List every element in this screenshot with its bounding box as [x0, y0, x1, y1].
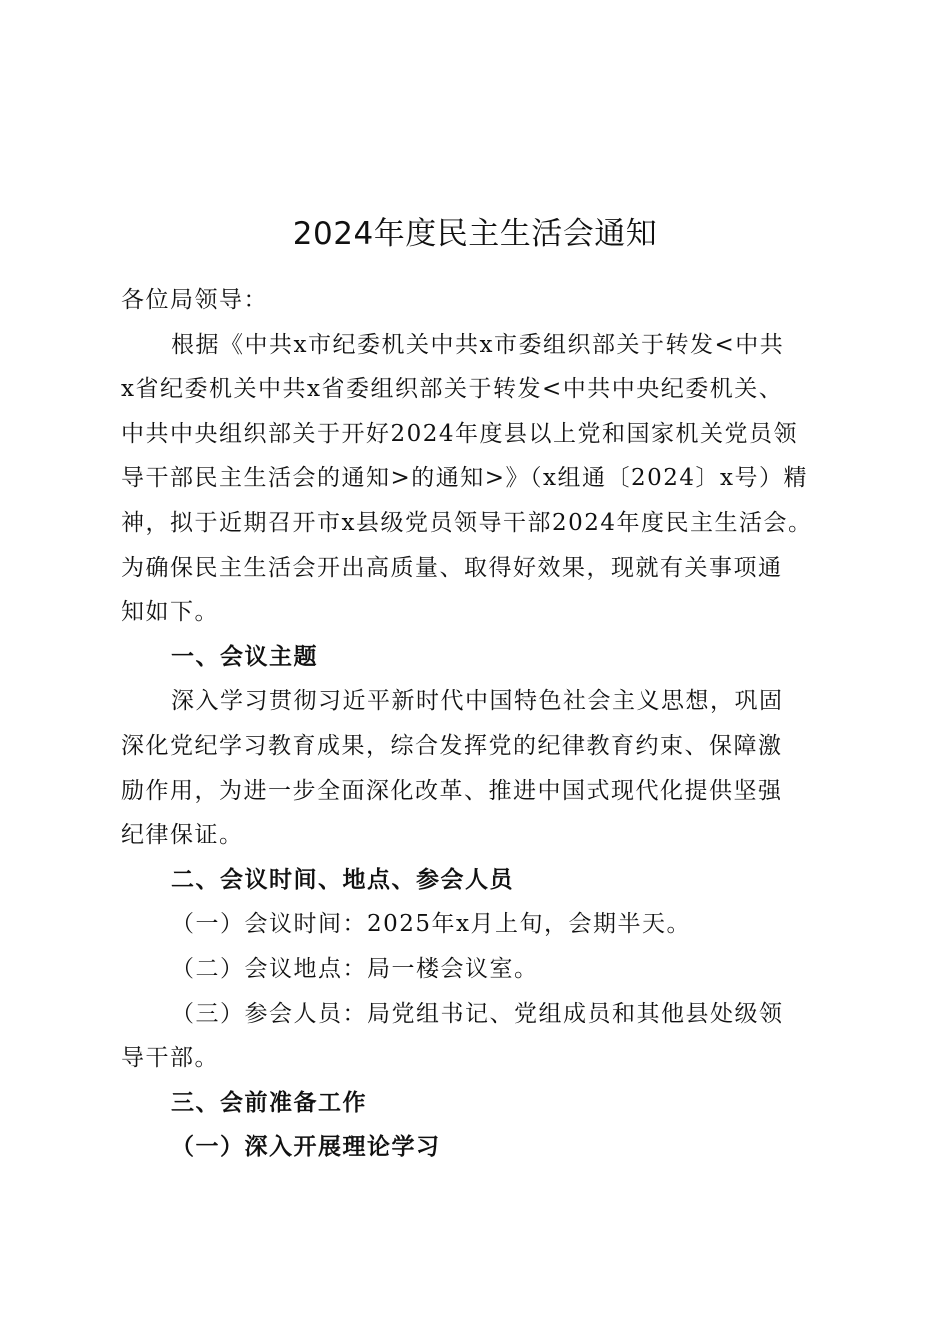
theme-line: 深化党纪学习教育成果，综合发挥党的纪律教育约束、保障激	[121, 732, 783, 759]
meeting-theme-paragraph	[121, 679, 841, 857]
document-body	[121, 278, 841, 1170]
document-title: 2024年度民主生活会通知	[292, 216, 658, 252]
theme-line: 深入学习贯彻习近平新时代中国特色社会主义思想，巩固	[171, 688, 784, 715]
attendees-line: （三）参会人员：局党组书记、党组成员和其他县处级领	[171, 1000, 784, 1027]
meeting-time: （一）会议时间：2025年x月上旬，会期半天。	[171, 911, 692, 938]
intro-line: x省纪委机关中共x省委组织部关于转发<中共中央纪委机关、	[121, 376, 784, 403]
intro-line: 为确保民主生活会开出高质量、取得好效果，现就有关事项通	[121, 554, 783, 581]
intro-line: 神，拟于近期召开市x县级党员领导干部2024年度民主生活会。	[121, 509, 813, 536]
intro-line: 导干部民主生活会的通知>的通知>》（x组通〔2024〕x号）精	[121, 465, 809, 492]
salutation: 各位局领导：	[121, 287, 268, 313]
intro-line: 中共中央组织部关于开好2024年度县以上党和国家机关党员领	[121, 420, 799, 447]
section-heading-time-place-attendees: 二、会议时间、地点、参会人员	[171, 866, 514, 893]
intro-line: 根据《中共x市纪委机关中共x市委组织部关于转发<中共	[171, 331, 785, 358]
attendees-paragraph	[121, 992, 841, 1081]
theme-line: 纪律保证。	[121, 822, 244, 849]
section-heading-preparation: 三、会前准备工作	[171, 1089, 367, 1116]
theme-line: 励作用，为进一步全面深化改革、推进中国式现代化提供坚强	[121, 777, 783, 804]
subheading-theory-study: （一）深入开展理论学习	[171, 1134, 441, 1161]
attendees-line: 导干部。	[121, 1045, 219, 1072]
section-heading-meeting-theme: 一、会议主题	[171, 643, 318, 670]
intro-paragraph	[121, 323, 841, 635]
intro-line: 知如下。	[121, 599, 219, 626]
meeting-place: （二）会议地点：局一楼会议室。	[171, 955, 539, 982]
